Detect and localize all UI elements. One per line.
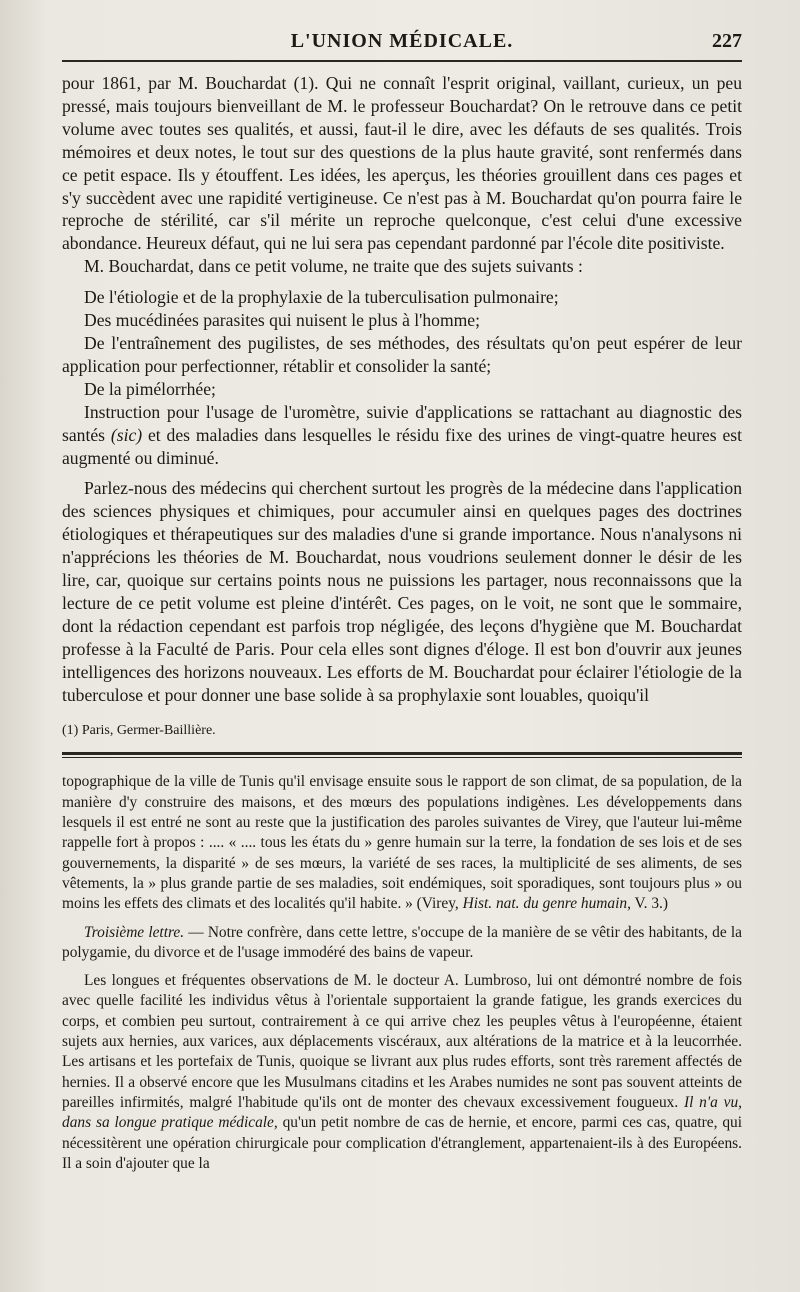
topic-item-5-text-a: Instruction pour l'usage de l'uromètre, suivie d'applications se rattachant au diagnostic des santés bbox=[62, 401, 742, 445]
third-letter-paragraph bbox=[62, 923, 742, 964]
lumbroso-paragraph bbox=[62, 971, 742, 1174]
section-divider bbox=[62, 752, 742, 758]
second-column-text bbox=[62, 772, 742, 1174]
footnote: (1) Paris, Germer-Baillière. bbox=[62, 723, 216, 739]
paragraph-2: M. Bouchardat, dans ce petit volume, ne traite que des sujets suivants : bbox=[84, 256, 583, 277]
virey-citation: Hist. nat. du genre humain, bbox=[462, 895, 631, 913]
topic-item-5 bbox=[62, 401, 742, 470]
topic-item-5-text-b: et des maladies dans lesquelles le résidu fixe des urines de vingt-quatre heures est augmenté ou diminué. bbox=[62, 424, 742, 468]
third-letter-text: — Notre confrère, dans cette lettre, s'occupe de la manière de se vêtir des habitants, de la polygamie, du divorce et de l'usage immodéré des bains de vapeur. bbox=[62, 923, 742, 961]
paragraph-1: pour 1861, par M. Bouchardat (1). Qui ne connaît l'esprit original, vaillant, curieux, un peu pressé, mais toujours bienveillant de M. le professeur Bouchardat? On le retrouve dans ce petit volume avec toutes ses qualités, et aussi, faut-il le dire, avec les défauts de ses qualités. Trois mémoires et deux notes, le tout sur des questions de la plus haute gravité, sont renfermés dans ce petit espace. Ils y étouffent. Les idées, les aperçus, les théories grouillent dans ces pages et s'y succèdent avec une rapidité vertigineuse. Ce n'est pas à M. Bouchardat qu'on pourra faire le reproche de stérilité, car s'il mérite un reproche quelconque, c'est celui d'une excessive abondance. Heureux défaut, qui ne lui sera pas cependant pardonné par l'école dite positiviste. bbox=[62, 73, 742, 254]
virey-text-a: topographique de la ville de Tunis qu'il envisage ensuite sous le rapport de son climat, de sa population, de la manière d'y construire des maisons, et des mœurs des populations indigènes. Les développements dans lesquels il est entré ne sont au reste que la justification des paroles suivantes de Virey, que l'auteur lui-même rappelle fort à propos : .... « .... tous les états du » genre humain sur la terre, la fondation de ses lois et de ses gouvernements, la disparité » de ses mœurs, la variété de ses races, la multiplicité de ses aliments, de ses vêtements, la » plus grande partie de ses maladies, soit endémiques, soit sporadiques, sont toujours plus » ou moins les effets des climats et des localités qu'il habite. » (Virey, bbox=[62, 773, 742, 913]
virey-paragraph bbox=[62, 772, 742, 914]
lumbroso-text-b: qu'un petit nombre de cas de hernie, et encore, parmi ces cas, quatre, qui nécessitèrent une opération chirurgicale pour complication d'étranglement, appartenaient-ils à des Européens. Il a soin d'ajouter que la bbox=[62, 1114, 742, 1172]
lumbroso-text-a: Les longues et fréquentes observations de M. le docteur A. Lumbroso, lui ont démontré nombre de fois avec quelle facilité les individus vêtus à l'orientale supportaient la grande fatigue, les grands exercices du corps, et combien peu surtout, contrairement à ce qui arrive chez les peuples vêtus à l'européenne, étaient sujets aux hernies, aux varices, aux déplacements viscéraux, aux altérations de la matrice et à la leucorrhée. Les artisans et les portefaix de Tunis, quoique se livrant aux plus rudes efforts, sont très rarement affectés de hernies. Il a observé encore que les Musulmans citadins et les Arabes numides ne sont pas souvent atteints de pareilles infirmités, malgré l'habitude qu'ils ont de monter des chevaux excessivement fougueux. bbox=[62, 972, 742, 1111]
running-header bbox=[62, 30, 742, 62]
topic-item-3: De l'entraînement des pugilistes, de ses méthodes, des résultats qu'on peut espérer de leur application pour perfectionner, rétablir et consolider la santé; bbox=[62, 332, 742, 376]
virey-text-b: V. 3.) bbox=[630, 895, 668, 913]
third-letter-label: Troisième lettre. bbox=[84, 923, 185, 941]
topic-item-2: Des mucédinées parasites qui nuisent le plus à l'homme; bbox=[84, 310, 481, 331]
paragraph-3: Parlez-nous des médecins qui cherchent surtout les progrès de la médecine dans l'application des sciences physiques et chimiques, pour accumuler ainsi en quelques pages des doctrines étiologiques et thérapeutiques sur des maladies d'une si grande importance. Nous n'analysons ni n'apprécions les théories de M. Bouchardat, nous voudrions seulement donner le désir de les lire, car, quoique sur certains points nous ne puissions les partager, nous reconnaissons que la lecture de ce petit volume est pleine d'intérêt. Ces pages, on le voit, ne sont que le sommaire, dont la rédaction cependant est parfois trop négligée, des leçons d'hygiène que M. Bouchardat professe à la Faculté de Paris. Pour cela elles sont dignes d'éloge. Il est bon d'ouvrir aux jeunes intelligences des horizons nouveaux. Les efforts de M. Bouchardat pour éclairer l'étiologie de la tuberculose et pour donner une base solide à sa prophylaxie sont louables, quoiqu'il bbox=[62, 478, 742, 705]
page-number: 227 bbox=[712, 30, 742, 52]
lumbroso-italic: Il n'a vu, dans sa longue pratique médicale, bbox=[62, 1093, 742, 1132]
journal-title: L'UNION MÉDICALE. bbox=[290, 30, 514, 52]
topic-item-4: De la pimélorrhée; bbox=[84, 378, 216, 399]
sic-mark: (sic) bbox=[110, 424, 143, 445]
topic-item-1: De l'étiologie et de la prophylaxie de la tuberculisation pulmonaire; bbox=[84, 287, 559, 308]
main-text bbox=[62, 72, 742, 706]
